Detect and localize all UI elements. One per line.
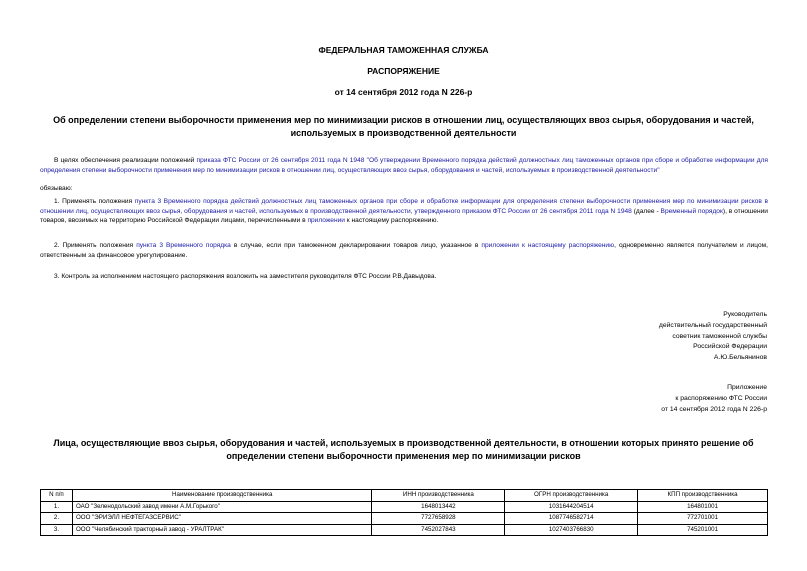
appendix-line-1: Приложение [727, 384, 767, 391]
signature-line-1: Руководитель [723, 311, 767, 318]
table-row [41, 501, 768, 513]
paragraph-1 [40, 197, 768, 226]
p1-text-1: 1. Применять положения [54, 198, 135, 205]
cell-ogrn: 1027403766830 [505, 524, 638, 536]
appendix-title-line-1: Лица, осуществляющие ввоз сырья, оборудования и частей, используемых в производственной деятельности, в отношении которых принято решение об [53, 438, 754, 448]
order-1948-link[interactable]: приказа ФТС России от 26 сентября 2011 года N 1948 [196, 157, 365, 164]
p1-temporary-order-link[interactable]: Временный порядок [660, 207, 723, 215]
cell-ogrn: 1031644204514 [505, 501, 638, 513]
table-row [41, 524, 768, 536]
paragraph-3: 3. Контроль за исполнением настоящего распоряжения возложить на заместителя руководителя ФТС России Р.В.Давыдова. [54, 273, 437, 280]
document-date: от 14 сентября 2012 года N 226-р [334, 87, 473, 97]
p2-point3-link[interactable]: пункта 3 Временного порядка [136, 242, 231, 249]
obliges-text: обязываю: [40, 185, 73, 192]
signature-line-3: советник таможенной службы [672, 332, 767, 340]
appendix-title [0, 437, 807, 463]
signature-line-5: А.Ю.Бельянинов [713, 354, 767, 362]
signature-line-2: действительный государственный [658, 321, 767, 329]
appendix-line-3: от 14 сентября 2012 года N 226-р [661, 405, 767, 413]
cell-kpp: 772701001 [638, 513, 768, 525]
cell-name: ООО "ЭРИЭЛЛ НЕФТЕГАЗСЕРВИС" [72, 513, 372, 525]
appendix-line-2: к распоряжению ФТС России [675, 394, 767, 402]
intro-prefix: В целях обеспечения реализации положений [54, 157, 197, 164]
cell-ogrn: 1087746582714 [505, 513, 638, 525]
cell-name: ООО "Челябинский тракторный завод - УРАЛТРАК" [72, 524, 372, 536]
document-title [0, 114, 807, 140]
p1-text-3: ), в отношении товаров, ввозимых на территорию Российской Федерации лицами, перечисленными в [40, 207, 768, 224]
appendix-title-line-2: определении степени выборочности применения мер по минимизации рисков [226, 451, 581, 461]
cell-name: ОАО "Зеленодольский завод имени А.М.Горького" [72, 501, 372, 513]
p2-text-2: в случае, если при таможенном декларировании товаров лицо, указанное в [230, 242, 482, 249]
cell-inn: 7727658928 [372, 513, 505, 525]
p2-text-3: , одновременно является получателем и лицом, ответственным за финансовое урегулирование. [40, 242, 769, 259]
p2-text-1: 2. Применять положения [54, 242, 137, 249]
intro-paragraph [40, 156, 768, 175]
document-title-line-1: Об определении степени выборочности применения мер по минимизации рисков в отношении лиц, осуществляющих ввоз сырья, оборудования и частей, [53, 115, 754, 125]
signature-line-4: Российской Федерации [693, 343, 767, 351]
header-inn: ИНН производственника [372, 490, 505, 502]
table-header-row [41, 490, 768, 502]
header-name: Наименование производственника [72, 490, 372, 502]
cell-inn: 7452027843 [372, 524, 505, 536]
paragraph-2 [40, 241, 768, 260]
appendix-header [661, 383, 767, 415]
header-kpp: КПП производственника [638, 490, 768, 502]
cell-kpp: 164801001 [638, 501, 768, 513]
document-title-line-2: используемых в производственной деятельности [290, 128, 517, 138]
p1-point3-link[interactable]: пункта 3 Временного порядка действий должностных лиц таможенных органов при сборе и обработке информации для определения степени выборочности применения мер по минимизации рисков в отношении лиц, осуществляющих ввоз сырья, оборудования и частей, используемых в производственной деятельности, утвержденного приказом ФТС России от 26 сентября 2011 года N 1948 [40, 198, 768, 215]
cell-number: 3. [41, 524, 73, 536]
header-number: N п/п [41, 490, 73, 502]
cell-number: 2. [41, 513, 73, 525]
cell-kpp: 745201001 [638, 524, 768, 536]
cell-number: 1. [41, 501, 73, 513]
header-ogrn: ОГРН производственника [505, 490, 638, 502]
p1-appendix-link[interactable]: приложении [307, 217, 345, 224]
cell-inn: 1648013442 [372, 501, 505, 513]
producers-table [40, 489, 768, 536]
agency-title: ФЕДЕРАЛЬНАЯ ТАМОЖЕННАЯ СЛУЖБА [318, 45, 489, 55]
p2-appendix-link[interactable]: приложении к настоящему распоряжению [481, 242, 615, 249]
signature-block [659, 310, 767, 364]
p1-text-2: (далее - [631, 207, 661, 215]
table-row [41, 513, 768, 525]
order-1948-title-link[interactable]: "Об утверждении Временного порядка действий должностных лиц таможенных органов при сборе и обработке информации для определения степени выборочности применения мер по минимизации рисков в отношении лиц, осуществляющих ввоз сырья, оборудования и частей, используемых в производственной деятельности" [40, 157, 768, 174]
p1-text-4: к настоящему распоряжению. [344, 217, 439, 224]
document-type: РАСПОРЯЖЕНИЕ [367, 66, 440, 76]
